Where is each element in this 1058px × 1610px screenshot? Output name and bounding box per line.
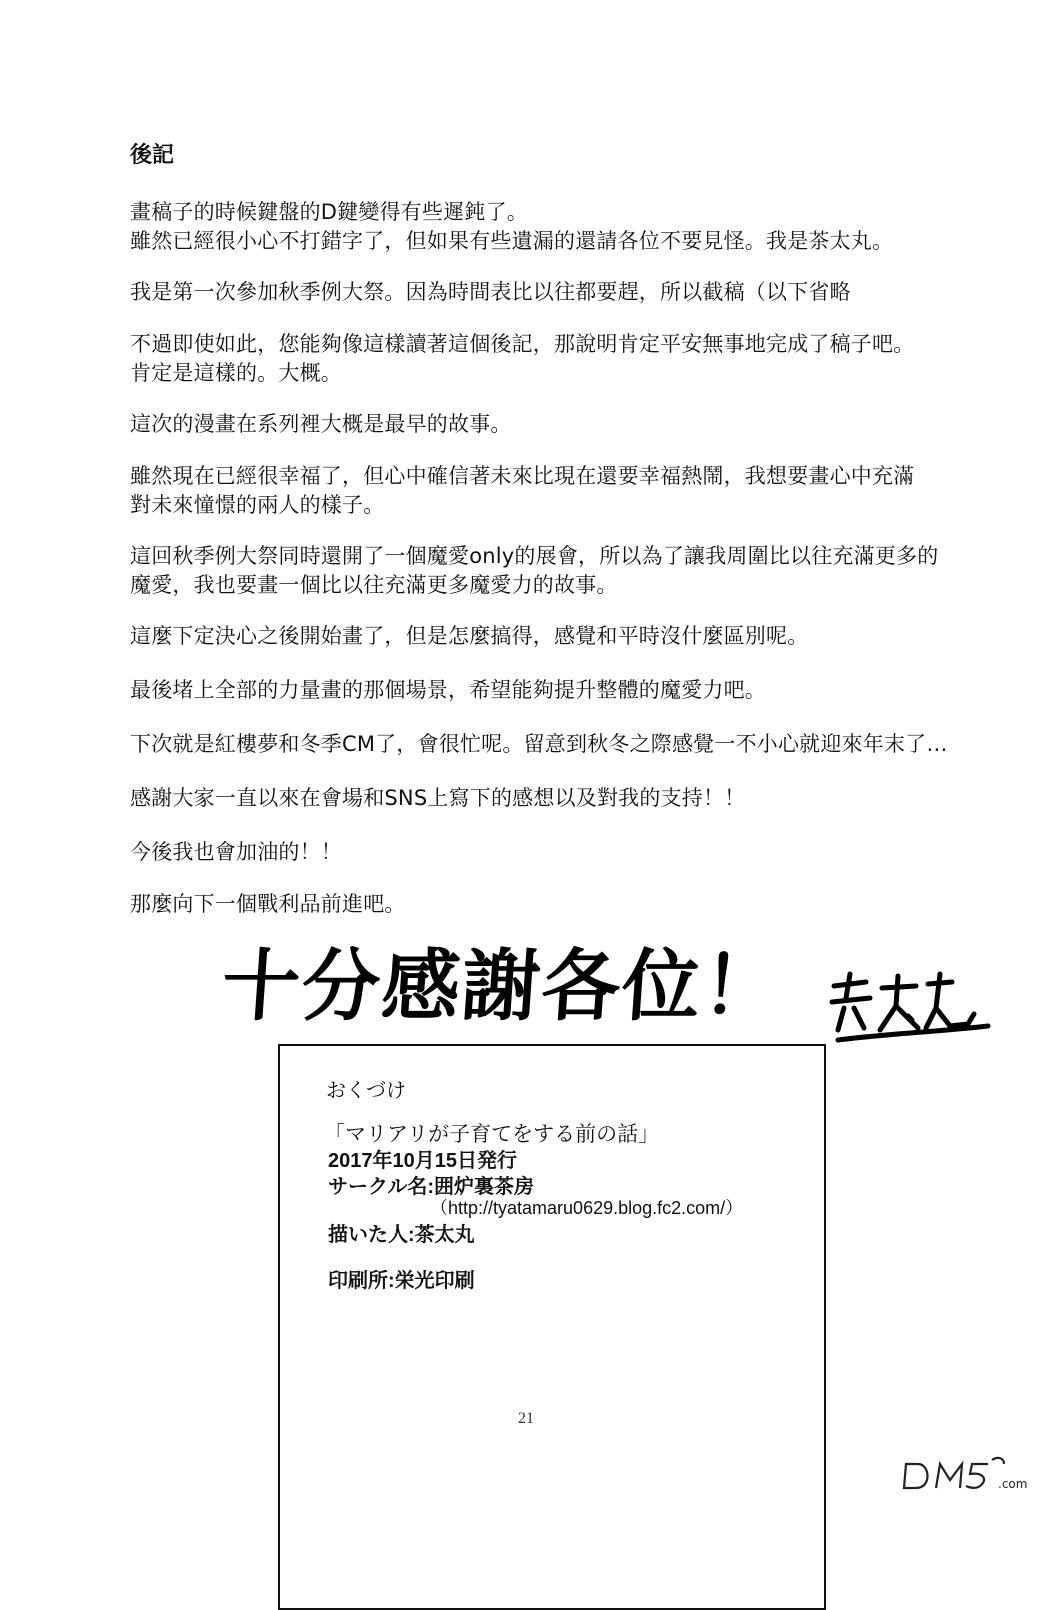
thanks-banner: 十分感謝各位！ bbox=[218, 942, 786, 1032]
afterword-paragraph bbox=[130, 462, 914, 520]
dm5-watermark-logo bbox=[900, 1454, 1048, 1494]
watermark-text: .com bbox=[998, 1477, 1028, 1491]
colophon-title: 「マリアリが子育てをする前の話」 bbox=[324, 1123, 660, 1146]
text-line: 這回秋季例大祭同時還開了一個魔愛only的展會，所以為了讓我周圍比以往充滿更多的 bbox=[130, 544, 939, 568]
colophon-printer: 印刷所:栄光印刷 bbox=[328, 1270, 475, 1292]
text-line: 今後我也會加油的！！ bbox=[130, 840, 342, 864]
afterword-paragraph bbox=[130, 784, 745, 813]
text-line: 雖然現在已經很幸福了，但心中確信著未來比現在還要幸福熱鬧，我想要畫心中充滿 bbox=[130, 464, 915, 488]
text-line: 不過即使如此，您能夠像這樣讀著這個後記，那說明肯定平安無事地完成了稿子吧。 bbox=[130, 332, 915, 356]
text-line: 肯定是這樣的。大概。 bbox=[130, 361, 342, 385]
colophon-date: 2017年10月15日発行 bbox=[328, 1150, 517, 1172]
afterword-paragraph bbox=[130, 838, 342, 867]
colophon-heading: おくづけ bbox=[326, 1080, 406, 1102]
text-line: 對未來憧憬的兩人的樣子。 bbox=[130, 493, 385, 517]
colophon-box bbox=[278, 1044, 826, 1610]
text-line: 畫稿子的時候鍵盤的D鍵變得有些遲鈍了。 bbox=[130, 200, 528, 224]
text-line: 感謝大家一直以來在會場和SNS上寫下的感想以及對我的支持！！ bbox=[130, 786, 746, 810]
afterword-paragraph bbox=[130, 198, 893, 256]
text-line: 那麼向下一個戰利品前進吧。 bbox=[130, 892, 406, 916]
afterword-paragraph bbox=[130, 278, 851, 307]
afterword-paragraph bbox=[130, 410, 512, 439]
afterword-paragraph bbox=[130, 542, 938, 600]
afterword-paragraph bbox=[130, 330, 914, 388]
afterword-paragraph bbox=[130, 676, 766, 705]
colophon-url: （http://tyatamaru0629.blog.fc2.com/） bbox=[430, 1198, 744, 1218]
afterword-paragraph bbox=[130, 890, 406, 919]
text-line: 最後堵上全部的力量畫的那個場景，希望能夠提升整體的魔愛力吧。 bbox=[130, 678, 766, 702]
handwritten-signature-icon bbox=[824, 968, 994, 1048]
colophon-circle: サークル名:囲炉裏茶房 bbox=[328, 1176, 535, 1198]
text-line: 下次就是紅樓夢和冬季CM了，會很忙呢。留意到秋冬之際感覺一不小心就迎來年末了… bbox=[130, 732, 948, 756]
afterword-paragraph bbox=[130, 730, 948, 759]
colophon-artist: 描いた人:茶太丸 bbox=[328, 1224, 475, 1246]
page-number: 21 bbox=[518, 1410, 534, 1427]
text-line: 這麼下定決心之後開始畫了，但是怎麼搞得，感覺和平時沒什麼區別呢。 bbox=[130, 624, 809, 648]
text-line: 這次的漫畫在系列裡大概是最早的故事。 bbox=[130, 412, 512, 436]
afterword-paragraph bbox=[130, 622, 808, 651]
afterword-title: 後記 bbox=[130, 143, 175, 168]
text-line: 魔愛，我也要畫一個比以往充滿更多魔愛力的故事。 bbox=[130, 573, 618, 597]
text-line: 我是第一次參加秋季例大祭。因為時間表比以往都要趕，所以截稿（以下省略 bbox=[130, 280, 851, 304]
text-line: 雖然已經很小心不打錯字了，但如果有些遺漏的還請各位不要見怪。我是茶太丸。 bbox=[130, 229, 894, 253]
